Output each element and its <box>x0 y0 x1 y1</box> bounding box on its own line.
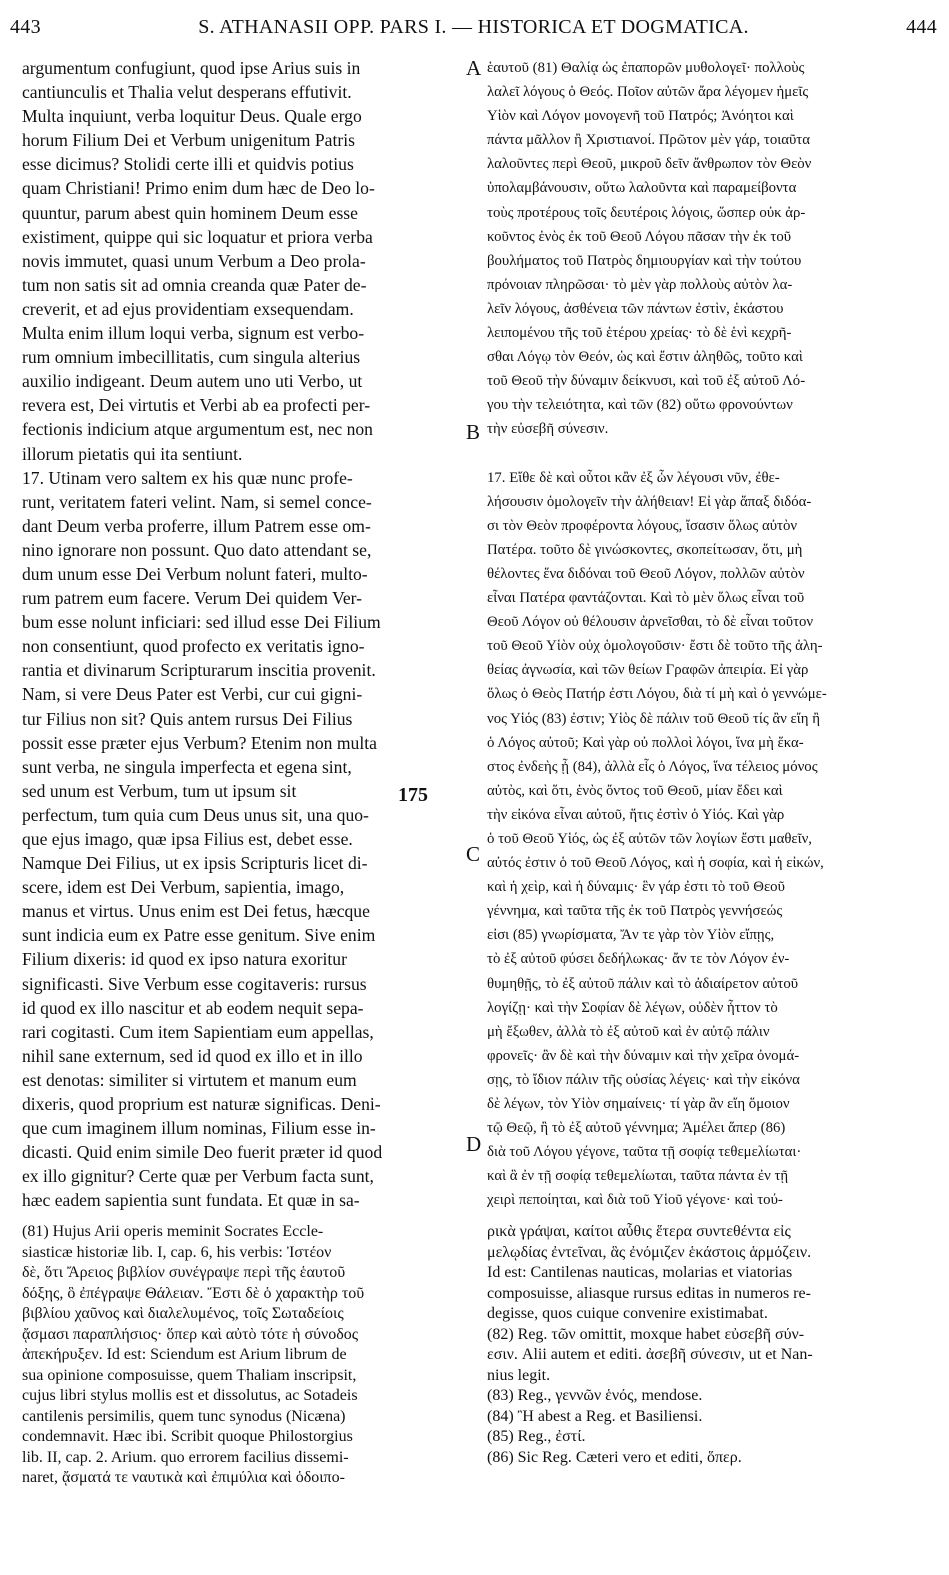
text-line: σῃς, τὸ ἴδιον πάλιν τῆς οὐσίας λέγεις· καὶ τὴν εἰκόνα <box>487 1071 800 1088</box>
text-line: fectionis indicium atque argumentum est, nec non <box>22 419 373 440</box>
text-line: ex illo gignitur? Certe quæ per Verbum facta sunt, <box>22 1166 374 1187</box>
text-line: καὶ ἃ ἐν τῇ σοφίᾳ τεθεμελίωται, ταῦτα πάντα ἐν τῇ <box>487 1168 789 1185</box>
text-line: siasticæ historiæ lib. I, cap. 6, his verbis: Ἰστέον <box>22 1243 332 1261</box>
text-line: βουλήματος τοῦ Πατρὸς δημιουργίαν καὶ τὴν τούτου <box>487 252 802 269</box>
text-line: καὶ ἡ χεὶρ, καὶ ἡ δύναμις· ἓν γάρ ἐστι τὸ τοῦ Θεοῦ <box>487 879 785 896</box>
text-line: τὴν εἰκόνα εἶναι αὐτοῦ, ἥτις ἐστὶν ὁ Υἱός. Καὶ γὰρ <box>487 806 785 823</box>
text-line: λήσουσιν ὁμολογεῖν τὴν ἀλήθειαν! Εἰ γὰρ ἅπαξ διδόα- <box>487 493 812 510</box>
text-line: πρόνοιαν πληρῶσαι· τὸ μὲν γὰρ πολλοὺς αὐτὸν λα- <box>487 276 793 293</box>
text-line: ρικὰ γράψαι, καίτοι αὖθις ἕτερα συντεθέντα εἰς <box>487 1223 791 1240</box>
text-line: βιβλίου χαῦνος καὶ διαλελυμένος, τοῖς Σωταδείοις <box>22 1305 344 1322</box>
text-line: cujus libri stylus mollis est et dissolutus, ac Sotadeis <box>22 1387 358 1404</box>
text-line: sua opinione composuisse, quem Thaliam inscripsit, <box>22 1366 357 1384</box>
text-line: εἰσι (85) γνωρίσματα, Ἄν τε γὰρ τὸν Υἱὸν εἴπῃς, <box>487 927 775 944</box>
text-line: διὰ τοῦ Λόγου γέγονε, ταῦτα τῇ σοφίᾳ τεθεμελίωται· <box>487 1144 802 1161</box>
text-line: rantia et divinarum Scripturarum inscitia provenit. <box>22 660 376 681</box>
text-line: λαλεῖ λόγους ὁ Θεός. Ποῖον αὐτῶν ἄρα λέγομεν ἡμεῖς <box>487 84 809 101</box>
text-line: τὸ ἐξ αὐτοῦ φύσει δεδήλωκας· ἄν τε τὸν Λόγον ἐν- <box>487 951 790 968</box>
text-line: ὁ τοῦ Θεοῦ Υἱός, ὡς ἐξ αὐτῶν τῶν λογίων ἔστι μαθεῖν, <box>487 831 812 847</box>
text-line: lib. II, cap. 2. Arium. quo errorem facilius dissemi- <box>22 1448 349 1466</box>
text-line: sed unum est Verbum, tum ut ipsum sit <box>22 780 297 801</box>
text-line: (85) Reg., ἐστί. <box>487 1428 586 1445</box>
text-line: degisse, quos cuique convenire existimabat. <box>487 1305 768 1322</box>
text-line: non consentiunt, quod profecto ex veritatis igno- <box>22 636 365 657</box>
text-line: ὑπολαμβάνουσιν, οὕτω λαλοῦντα καὶ παραμείβοντα <box>487 180 797 197</box>
text-line: (86) Sic Reg. Cæteri vero et editi, ὅπερ. <box>487 1448 742 1466</box>
text-line: εσιν. Alii autem et editi. ἀσεβῆ σύνεσιν, ut et Nan- <box>487 1346 813 1363</box>
text-line: κοῦντος ἑνὸς ἐκ τοῦ Θεοῦ Λόγου πᾶσαν τὴν ἐκ τοῦ <box>487 228 792 245</box>
column-number-175: 175 <box>398 784 428 806</box>
text-line: id quod ex illo nascitur et ab eodem nequit sepa- <box>22 997 364 1018</box>
text-line: novis immutet, quasi unum Verbum a Deo prola- <box>22 250 366 271</box>
text-line: λειπομένου τῆς τοῦ ἑτέρου χρείας· τὸ δὲ ἑνὶ κεχρῆ- <box>487 325 792 342</box>
text-line: hæc eadem sapientia sunt fundata. Et quæ in sa- <box>22 1190 360 1211</box>
text-line <box>487 442 935 466</box>
text-line: revera est, Dei virtutis et Verbi ab ea profecti per- <box>22 395 371 416</box>
text-line: que ejus imago, quæ ipsa Filius est, debet esse. <box>22 829 353 849</box>
text-line: τὴν εὐσεβῆ σύνεσιν. <box>487 421 609 438</box>
text-line: sunt verba, ne singula imperfecta et egena sint, <box>22 756 352 777</box>
text-line: perfectum, tum quia cum Deus unus sit, una quo- <box>22 804 369 825</box>
text-line: τοῦ Θεοῦ τὴν δύναμιν δείκνυσι, καὶ τοῦ ἐξ αὐτοῦ Λό- <box>487 373 806 390</box>
text-line: tum non satis sit ad omnia creanda quæ Pater de- <box>22 274 367 295</box>
text-line: θείας ἀγνωσία, καὶ τῶν θείων Γραφῶν ἀπειρία. Εἰ γὰρ <box>487 662 809 679</box>
text-line: αὐτὸς, καὶ ὅτι, ἑνὸς ὄντος τοῦ Θεοῦ, μίαν ἔδει καὶ <box>487 782 783 799</box>
text-line: τοὺς προτέρους τοῖς δευτέροις λόγοις, ὥσπερ οὐκ ἀρ- <box>487 204 806 221</box>
text-line: γέννημα, καὶ ταῦτα τῆς ἐκ τοῦ Πατρὸς γεννήσεώς <box>487 903 783 920</box>
text-line: ἑαυτοῦ (81) Θαλίᾳ ὡς ἐπαπορῶν μυθολογεῖ· πολλοὺς <box>487 60 805 76</box>
text-line: χειρὶ πεποίηται, καὶ διὰ τοῦ Υἱοῦ γέγονε· καὶ τού- <box>487 1192 783 1209</box>
text-line: ὁ Λόγος αὐτοῦ; Καὶ γὰρ οὐ πολλοὶ λόγοι, ἵνα μὴ ἕκα- <box>487 734 804 751</box>
text-line: εἶναι Πατέρα φαντάζονται. Καὶ τὸ μὲν ὅλως εἶναι τοῦ <box>487 590 805 607</box>
text-line: θυμηθῇς, τὸ ἐξ αὐτοῦ πάλιν καὶ τὸ ἀδιαίρετον αὐτοῦ <box>487 975 799 992</box>
text-line: ὅλως ὁ Θεὸς Πατήρ ἐστι Λόγου, διὰ τί μὴ καὶ ὁ γεννώμε- <box>487 686 827 703</box>
text-line: runt, veritatem fateri velint. Nam, si semel conce- <box>22 491 372 512</box>
text-line: (82) Reg. τῶν omittit, moxque habet εὐσεβῆ σύν- <box>487 1325 805 1343</box>
text-line: (84) Ἢ abest a Reg. et Basiliensi. <box>487 1407 703 1425</box>
text-line: γου τὴν τελειότητα, καὶ τῶν (82) οὕτω φρονούντων <box>487 397 793 414</box>
text-line: rum patrem eum facere. Verum Dei quidem Ver- <box>22 588 362 609</box>
text-line: auxilio indigeant. Deum autem uno uti Verbo, ut <box>22 371 363 392</box>
text-line: τῷ Θεῷ, ἢ τὸ ἐξ αὐτοῦ γέννημα; Ἀμέλει ἅπερ (86) <box>487 1120 786 1137</box>
text-line: nino ignorare non possunt. Quo dato attendant se, <box>22 539 372 560</box>
text-line: tur Filius non sit? Quis antem rursus Dei Filius <box>22 708 353 729</box>
text-line: λαλοῦντες περὶ Θεοῦ, μικροῦ δεῖν ἄνθρωπον τὸν Θεὸν <box>487 156 812 173</box>
text-line: ᾄσμασι παραπλήσιος· ὅπερ καὶ αὐτὸ τότε ἡ σύνοδος <box>22 1325 359 1343</box>
text-line: φρονεῖς· ἂν δὲ καὶ τὴν δύναμιν καὶ τὴν χεῖρα ὀνομά- <box>487 1047 800 1064</box>
text-line: bum esse nolunt inficiari: sed illud esse Dei Filium <box>22 612 381 633</box>
text-line: Nam, si vere Deus Pater est Verbi, cur cui gigni- <box>22 684 363 705</box>
text-line: dicasti. Quid enim simile Deo fuerit præter id quod <box>22 1142 383 1163</box>
latin-column <box>22 56 462 1213</box>
text-line: δόξης, ὃ ἐπέγραψε Θάλειαν. Ἔστι δὲ ὁ χαρακτὴρ τοῦ <box>22 1284 365 1302</box>
text-line: quuntur, parum abest quin hominem Deum esse <box>22 202 358 223</box>
text-line: λογίζῃ· καὶ τὴν Σοφίαν δὲ λέγων, οὐδὲν ἧττον τὸ <box>487 999 778 1016</box>
text-line: σθαι Λόγῳ τὸν Θεόν, ὡς καὶ ἔστιν ἀληθῶς, τοῦτο καὶ <box>487 349 803 366</box>
text-line: τοῦ Θεοῦ Υἱὸν οὐχ ὁμολογοῦσιν· ἔστι δὲ τοῦτο τῆς ἀλη- <box>487 638 823 655</box>
text-line: (81) Hujus Arii operis meminit Socrates Eccle- <box>22 1223 324 1240</box>
text-line: μὴ ἔξωθεν, ἀλλὰ τὸ ἐξ αὐτοῦ καὶ ἐν αὐτῷ πάλιν <box>487 1023 770 1040</box>
text-line: θέλοντες ἕνα διδόναι τοῦ Θεοῦ Λόγον, πολλῶν αὐτὸν <box>487 565 805 582</box>
text-line: Id est: Cantilenas nauticas, molarias et viatorias <box>487 1264 793 1281</box>
text-line: naret, ᾄσματά τε ναυτικὰ καὶ ἐπιμύλια καὶ ὁδοιπο- <box>22 1469 345 1486</box>
text-line: Υἱὸν καὶ Λόγον μονογενῆ τοῦ Πατρός; Ἀνόητοι καὶ <box>487 108 794 125</box>
text-line: creverit, et ad ejus providentiam exsequendam. <box>22 298 354 319</box>
text-line: Namque Dei Filius, ut ex ipsis Scripturis licet di- <box>22 853 368 874</box>
text-line: Multa enim illum loqui verba, signum est verbo- <box>22 323 365 344</box>
text-line: Filium dixeris: id quod ex ipso natura exoritur <box>22 949 347 970</box>
text-line: νος Υἱός (83) ἐστιν; Υἱὸς δὲ πάλιν τοῦ Θεοῦ τίς ἂν εἴη ἢ <box>487 710 820 727</box>
footnotes-left <box>22 1222 462 1489</box>
text-line: ἀπεκήρυξεν. Id est: Sciendum est Arium librum de <box>22 1346 347 1363</box>
text-line: σι τὸν Θεὸν προφέροντα λόγους, ἴσασιν ὅλως αὐτὸν <box>487 517 798 534</box>
text-line: dant Deum verba proferre, illum Patrem esse om- <box>22 515 371 536</box>
text-line: nihil sane externum, sed id quod ex illo et in illo <box>22 1045 363 1066</box>
text-line: composuisse, aliasque rursus editas in numeros re- <box>487 1284 811 1302</box>
text-line: δὲ, ὅτι Ἄρειος βιβλίον συνέγραψε περὶ τῆς ἑαυτοῦ <box>22 1264 346 1281</box>
margin-letter-c: C <box>466 842 481 866</box>
running-header <box>10 16 937 46</box>
text-line: que cum imaginem illum nominas, Filium esse in- <box>22 1118 376 1139</box>
text-line: στος ἐνδεὴς ᾖ (84), ἀλλὰ εἷς ὁ Λόγος, ἵνα τέλειος μόνος <box>487 758 818 775</box>
text-line: manus et virtus. Unus enim est Dei fetus, hæcque <box>22 901 370 922</box>
text-line: quam Christiani! Primo enim dum hæc de Deo lo- <box>22 178 375 199</box>
text-line: rum omnium imbecillitatis, cum singula alterius <box>22 347 361 368</box>
text-line: existiment, quippe qui sic loquatur et priora verba <box>22 226 373 247</box>
text-line: horum Filium Dei et Verbum unigenitum Patris <box>22 130 355 151</box>
text-line: cantilenis persimilis, quem tunc synodus (Nicæna) <box>22 1407 346 1425</box>
text-line: μελῳδίας ἐντεῖναι, ἃς ἐνόμιζεν ἑκάστοις ἁρμόζειν. <box>487 1243 812 1261</box>
text-line: Πατέρα. τοῦτο δὲ γινώσκοντες, σκοπείτωσαν, ὅτι, μὴ <box>487 541 803 558</box>
text-line: possit esse præter ejus Verbum? Etenim non multa <box>22 732 377 753</box>
greek-column <box>487 56 935 1213</box>
text-line: Multa inquiunt, verba loquitur Deus. Quale ergo <box>22 106 362 127</box>
margin-letter-a: A <box>466 56 482 80</box>
text-line: condemnavit. Hæc ibi. Scribit quoque Philostorgius <box>22 1428 353 1445</box>
text-line: scere, idem est Dei Verbum, sapientia, imago, <box>22 877 345 898</box>
text-line: dixeris, quod proprium est naturæ significas. Deni- <box>22 1094 381 1115</box>
text-line: δὲ λέγων, τὸν Υἱὸν σημαίνεις· τί γὰρ ἂν εἴη ὅμοιον <box>487 1096 790 1113</box>
text-line: πάντα μᾶλλον ἢ Χριστιανοί. Πρῶτον μὲν γάρ, τοιαῦτα <box>487 132 811 149</box>
text-line: λεῖν λόγους, ἀσθένεια τῶν πάντων ἐστὶν, ἑκάστου <box>487 300 784 317</box>
text-line: (83) Reg., γεννῶν ἑνός, mendose. <box>487 1387 703 1404</box>
footnotes-right <box>487 1222 935 1468</box>
text-line: illorum pietatis qui ita sentiunt. <box>22 443 243 464</box>
text-line: cantiunculis et Thalia velut desperans effutivit. <box>22 82 352 103</box>
text-line: 17. Εἴθε δὲ καὶ οὗτοι κἂν ἐξ ὧν λέγουσι νῦν, ἐθε- <box>487 469 780 486</box>
text-line: nius legit. <box>487 1366 551 1384</box>
text-line: rari cogitasti. Cum item Sapientiam eum appellas, <box>22 1021 374 1042</box>
page-number-left: 443 <box>10 16 41 38</box>
text-line: Θεοῦ Λόγον οὐ θέλουσιν ἀρνεῖσθαι, τὸ δὲ εἶναι τοῦτον <box>487 614 814 631</box>
margin-letter-b: B <box>466 420 481 444</box>
page-number-right: 444 <box>906 16 937 38</box>
text-line: αὐτός ἐστιν ὁ τοῦ Θεοῦ Λόγος, καὶ ἡ σοφία, καὶ ἡ εἰκών, <box>487 855 824 872</box>
text-line: sunt indicia eum ex Patre esse genitum. Sive enim <box>22 925 376 946</box>
margin-letter-d: D <box>466 1132 482 1156</box>
text-line: argumentum confugiunt, quod ipse Arius suis in <box>22 58 361 78</box>
text-line: esse dicimus? Stolidi certe illi et quidvis potius <box>22 154 354 175</box>
text-line: significasti. Sive Verbum esse cogitaveris: rursus <box>22 973 367 994</box>
text-line: est denotas: similiter si virtutem et manum eum <box>22 1069 357 1090</box>
text-line: 17. Utinam vero saltem ex his quæ nunc profe- <box>22 467 353 488</box>
running-title: S. ATHANASII OPP. PARS I. — HISTORICA ET DOGMATICA. <box>198 16 749 38</box>
text-line: dum unum esse Dei Verbum nolunt fateri, multo- <box>22 563 368 584</box>
